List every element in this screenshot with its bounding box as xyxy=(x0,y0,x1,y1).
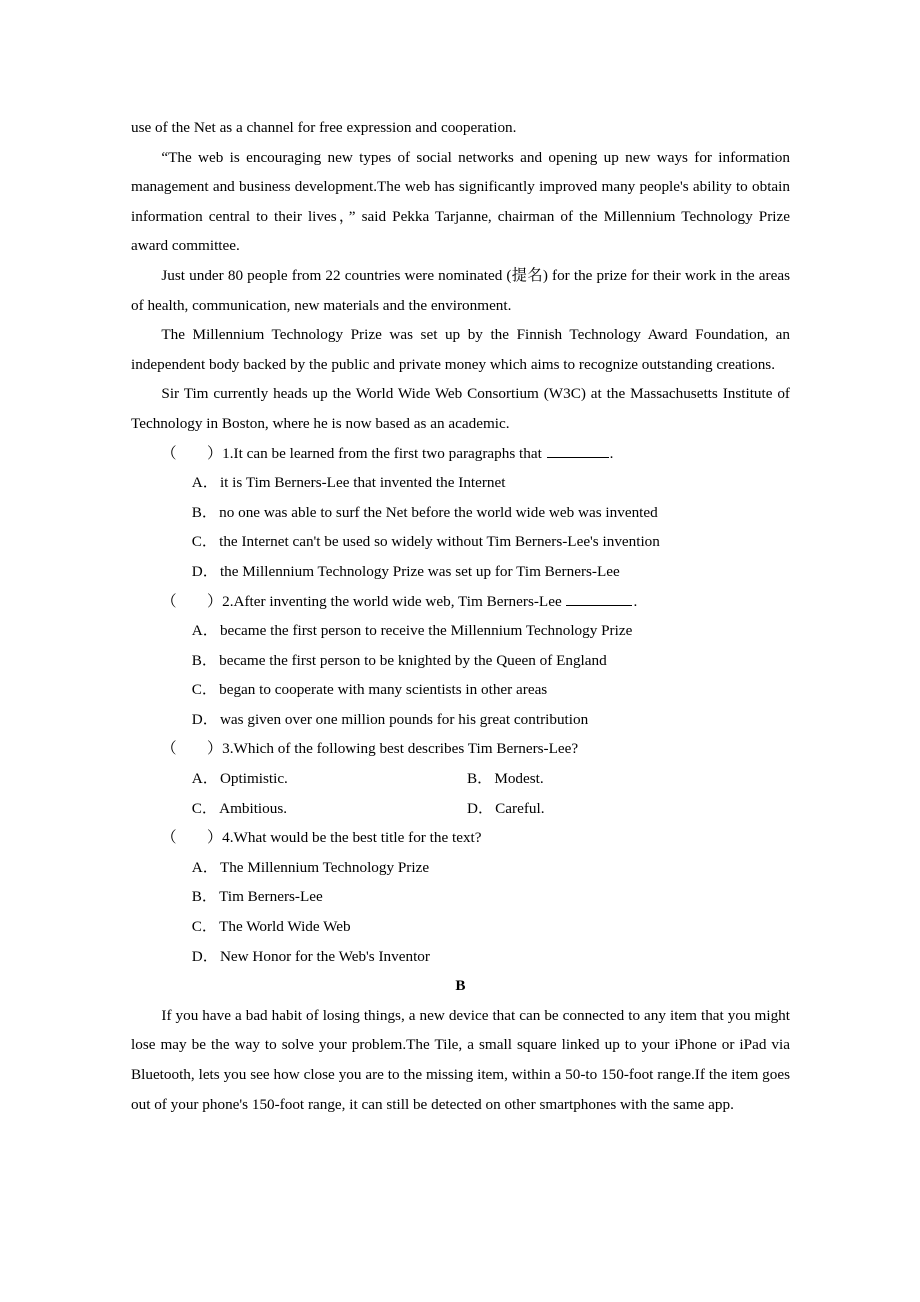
answer-blank xyxy=(566,592,632,606)
passage-paragraph: Sir Tim currently heads up the World Wide Web Consortium (W3C) at the Massachusetts Institute of Technology in Boston, where he is now based as an academic. xyxy=(131,385,790,432)
option-text: The Millennium Technology Prize xyxy=(219,858,430,876)
passage-paragraph: If you have a bad habit of losing things, a new device that can be connected to any item that you might lose may be the way to solve your problem.The Tile, a small square linked up to your iPhone or iPad via Bluetooth, lets you see how close you are to the missing item, within a 50-to 150-foot range.If the item goes out of your phone's 150-foot range, it can still be detected on other smartphones with the same app. xyxy=(131,1006,790,1113)
option-text: Optimistic. xyxy=(219,770,288,788)
option-text: the Millennium Technology Prize was set up for Tim Berners-Lee xyxy=(219,562,620,580)
option-text: The World Wide Web xyxy=(219,918,351,936)
option-letter: D xyxy=(191,947,203,965)
option-item[interactable]: A． Optimistic. xyxy=(161,770,287,787)
answer-parenthesis[interactable]: （ ） xyxy=(161,444,223,462)
question-stem-text: 4.What would be the best title for the text? xyxy=(222,829,482,847)
question-stem xyxy=(131,734,790,764)
option-row xyxy=(131,764,790,794)
option-text: became the first person to be knighted by the Queen of England xyxy=(219,651,607,669)
option-item[interactable]: A． The Millennium Technology Prize xyxy=(131,853,790,883)
option-item[interactable]: C． Ambitious. xyxy=(161,800,287,817)
option-item[interactable]: B． no one was able to surf the Net before the world wide web was invented xyxy=(131,498,790,528)
question-stem xyxy=(131,439,790,469)
option-item[interactable]: A． it is Tim Berners-Lee that invented the Internet xyxy=(131,468,790,498)
question-stem-suffix: . xyxy=(609,444,614,462)
option-letter: B xyxy=(191,888,202,906)
question-stem xyxy=(131,823,790,853)
question-stem-text: 1.It can be learned from the first two paragraphs that xyxy=(222,444,546,462)
option-item[interactable]: B． Modest. xyxy=(467,764,544,794)
option-text: began to cooperate with many scientists in other areas xyxy=(219,681,548,699)
passage-paragraph: use of the Net as a channel for free expression and cooperation. xyxy=(131,119,517,136)
passage-paragraph: “The web is encouraging new types of social networks and opening up new ways for information management and business development.The web has significantly improved many people's ability to obtain information central to their lives，” said Pekka Tarjanne, chairman of the Millennium Technology Prize award committee. xyxy=(131,148,790,255)
answer-blank xyxy=(547,444,609,458)
passage-paragraph: The Millennium Technology Prize was set up by the Finnish Technology Award Foundation, an independent body backed by the public and private money which aims to recognize outstanding creations. xyxy=(131,326,790,373)
option-text: it is Tim Berners-Lee that invented the Internet xyxy=(219,474,506,492)
option-text: Ambitious. xyxy=(219,799,288,817)
option-item[interactable]: D． Careful. xyxy=(467,794,545,824)
option-letter: A xyxy=(191,474,203,492)
option-letter: B xyxy=(191,503,202,521)
option-text: Careful. xyxy=(495,799,545,817)
option-letter: C xyxy=(191,799,202,817)
option-text: Modest. xyxy=(494,770,544,788)
passage-section-heading: B xyxy=(455,977,466,995)
option-item[interactable]: C． The World Wide Web xyxy=(131,912,790,942)
option-item[interactable]: D． New Honor for the Web's Inventor xyxy=(131,942,790,972)
option-letter: A xyxy=(191,770,203,788)
question-stem xyxy=(131,587,790,617)
option-letter: A xyxy=(191,858,203,876)
option-item[interactable]: C． the Internet can't be used so widely without Tim Berners-Lee's invention xyxy=(131,527,790,557)
option-item[interactable]: C． began to cooperate with many scientists in other areas xyxy=(131,675,790,705)
option-row xyxy=(131,794,790,824)
option-text: no one was able to surf the Net before the world wide web was invented xyxy=(219,503,658,521)
option-letter: C xyxy=(191,533,202,551)
option-letter: B xyxy=(467,770,478,788)
question-stem-text: 3.Which of the following best describes Tim Berners-Lee? xyxy=(222,740,579,758)
option-letter: D xyxy=(467,799,478,817)
answer-parenthesis[interactable]: （ ） xyxy=(161,592,223,610)
option-text: Tim Berners-Lee xyxy=(219,888,323,906)
answer-parenthesis[interactable]: （ ） xyxy=(161,829,223,847)
option-letter: C xyxy=(191,681,202,699)
option-text: New Honor for the Web's Inventor xyxy=(219,947,430,965)
passage-paragraph: Just under 80 people from 22 countries were nominated (提名) for the prize for their work in the areas of health, communication, new materials and the environment. xyxy=(131,266,790,314)
option-item[interactable]: D． the Millennium Technology Prize was set up for Tim Berners-Lee xyxy=(131,557,790,587)
option-item[interactable]: A． became the first person to receive the Millennium Technology Prize xyxy=(131,616,790,646)
option-letter: B xyxy=(191,651,202,669)
option-item[interactable]: B． Tim Berners-Lee xyxy=(131,882,790,912)
option-text: became the first person to receive the Millennium Technology Prize xyxy=(219,622,633,640)
option-text: was given over one million pounds for his great contribution xyxy=(219,710,589,728)
option-text: the Internet can't be used so widely without Tim Berners-Lee's invention xyxy=(219,533,660,551)
option-letter: A xyxy=(191,622,203,640)
document-body xyxy=(131,113,790,1119)
option-letter: D xyxy=(191,562,203,580)
option-item[interactable]: D． was given over one million pounds for his great contribution xyxy=(131,705,790,735)
option-letter: C xyxy=(191,918,202,936)
option-item[interactable]: B． became the first person to be knighted by the Queen of England xyxy=(131,646,790,676)
answer-parenthesis[interactable]: （ ） xyxy=(161,740,223,758)
question-stem-suffix: . xyxy=(633,592,638,610)
question-stem-text: 2.After inventing the world wide web, Tim Berners-Lee xyxy=(222,592,566,610)
option-letter: D xyxy=(191,710,203,728)
